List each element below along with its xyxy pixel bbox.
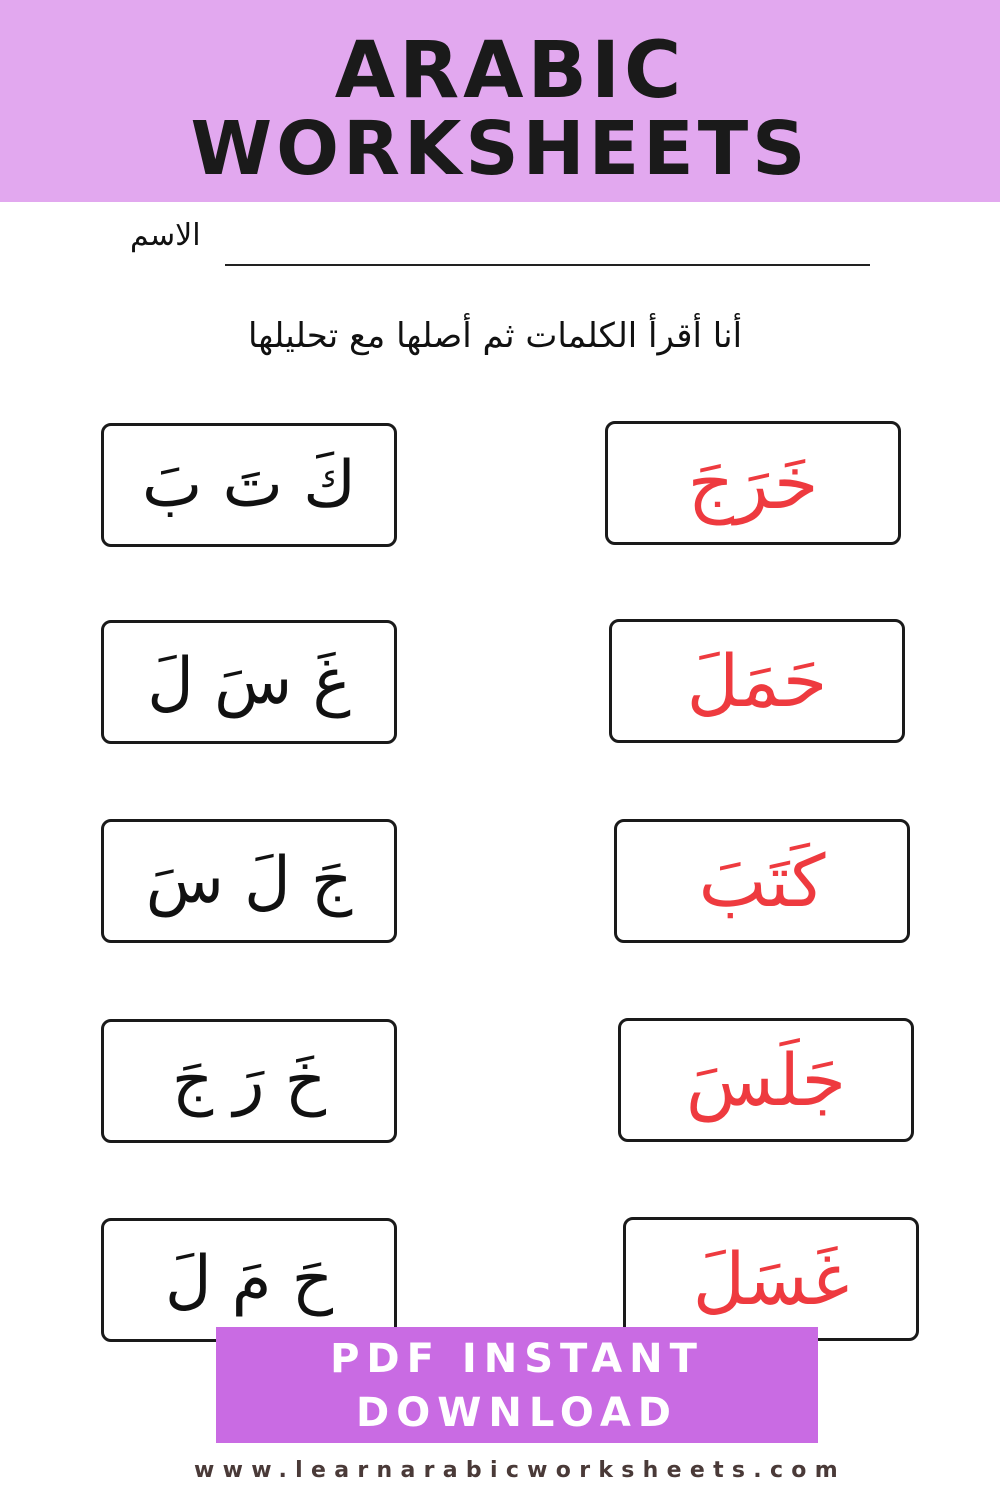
website-link[interactable]: www.learnarabicworksheets.com (194, 1458, 846, 1483)
letters-box-3[interactable] (101, 819, 397, 943)
title-line-1: ARABIC (334, 26, 686, 116)
letters-text-5: حَ مَ لَ (164, 1243, 334, 1317)
letters-text-3: جَ لَ سَ (145, 844, 353, 918)
word-text-1: خَرَجَ (687, 441, 819, 525)
letters-text-2: غَ سَ لَ (147, 645, 351, 719)
word-box-2[interactable] (609, 619, 905, 743)
word-box-3[interactable] (614, 819, 910, 943)
word-text-3: كَتَبَ (698, 839, 826, 923)
download-banner[interactable] (216, 1327, 818, 1443)
word-box-1[interactable] (605, 421, 901, 545)
letters-box-2[interactable] (101, 620, 397, 744)
letters-text-4: خَ رَ جَ (171, 1044, 327, 1118)
word-box-4[interactable] (618, 1018, 914, 1142)
title-line-2: WORKSHEETS (190, 106, 810, 192)
letters-box-5[interactable] (101, 1218, 397, 1342)
word-text-2: حَمَلَ (686, 639, 828, 723)
instruction-text: أنا أقرأ الكلمات ثم أصلها مع تحليلها (247, 316, 743, 356)
header-banner (0, 0, 1000, 202)
word-text-5: غَسَلَ (692, 1237, 850, 1321)
word-text-4: جَلَسَ (685, 1038, 847, 1122)
letters-box-4[interactable] (101, 1019, 397, 1143)
banner-line-2: DOWNLOAD (356, 1390, 678, 1436)
letters-text-1: كَ تَ بَ (142, 448, 356, 522)
name-label: الاسم (130, 218, 201, 253)
banner-line-1: PDF INSTANT (330, 1336, 704, 1382)
word-box-5[interactable] (623, 1217, 919, 1341)
name-write-line[interactable] (225, 264, 870, 266)
letters-box-1[interactable] (101, 423, 397, 547)
